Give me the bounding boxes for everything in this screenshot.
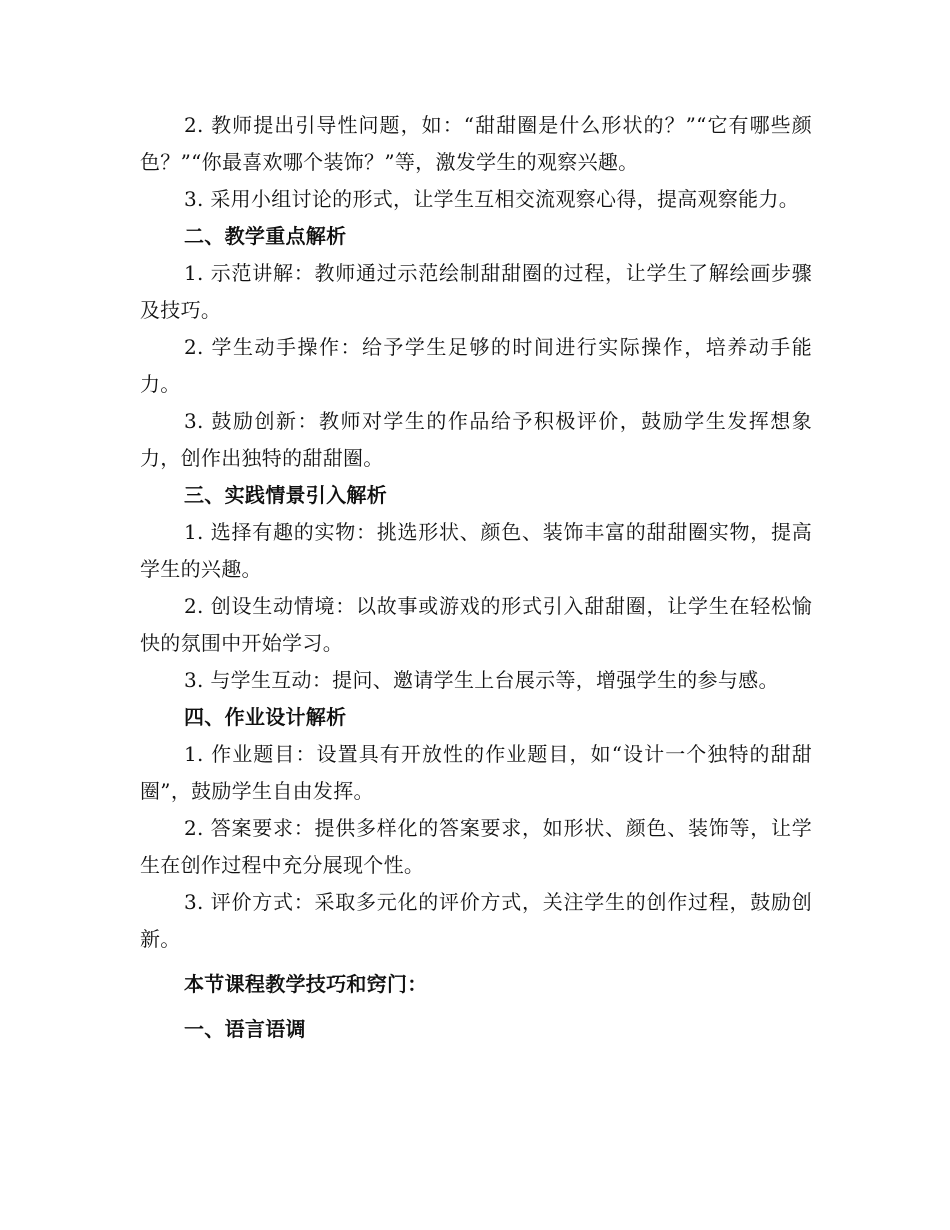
section-heading-teaching-focus: 二、教学重点解析 <box>184 224 347 248</box>
paragraph-choose-objects: 1. 选择有趣的实物：挑选形状、颜色、装饰丰富的甜甜圈实物，提高学生的兴趣。 <box>140 520 812 581</box>
paragraph-evaluation-method: 3. 评价方式：采取多元化的评价方式，关注学生的创作过程，鼓励创新。 <box>140 890 812 951</box>
paragraph-hands-on: 2. 学生动手操作：给予学生足够的时间进行实际操作，培养动手能力。 <box>140 335 812 396</box>
spacer <box>140 1003 812 1011</box>
paragraph-answer-requirements: 2. 答案要求：提供多样化的答案要求，如形状、颜色、装饰等，让学生在创作过程中充分展现个性。 <box>140 816 812 877</box>
paragraph-group-discussion: 3. 采用小组讨论的形式，让学生互相交流观察心得，提高观察能力。 <box>184 187 800 211</box>
document-body <box>140 107 812 1048</box>
paragraph-create-scenario: 2. 创设生动情境：以故事或游戏的形式引入甜甜圈，让学生在轻松愉快的氛围中开始学习。 <box>140 594 812 655</box>
section-heading-practice-scenario: 三、实践情景引入解析 <box>184 483 387 507</box>
paragraph-demonstration: 1. 示范讲解：教师通过示范绘制甜甜圈的过程，让学生了解绘画步骤及技巧。 <box>140 261 812 322</box>
paragraph-encourage-innovation: 3. 鼓励创新：教师对学生的作品给予积极评价，鼓励学生发挥想象力，创作出独特的甜甜圈。 <box>140 409 812 470</box>
paragraph-question-prompts: 2. 教师提出引导性问题，如：“甜甜圈是什么形状的？”“它有哪些颜色？”“你最喜欢哪个装饰？”等，激发学生的观察兴趣。 <box>140 113 812 174</box>
section-heading-homework-design: 四、作业设计解析 <box>184 705 347 729</box>
paragraph-interaction: 3. 与学生互动：提问、邀请学生上台展示等，增强学生的参与感。 <box>184 668 779 692</box>
section-heading-language-tone: 一、语言语调 <box>184 1017 306 1041</box>
section-heading-teaching-tips: 本节课程教学技巧和窍门： <box>184 972 428 996</box>
spacer <box>140 958 812 966</box>
paragraph-homework-topic: 1. 作业题目：设置具有开放性的作业题目，如“设计一个独特的甜甜圈”，鼓励学生自由发挥。 <box>140 742 812 803</box>
